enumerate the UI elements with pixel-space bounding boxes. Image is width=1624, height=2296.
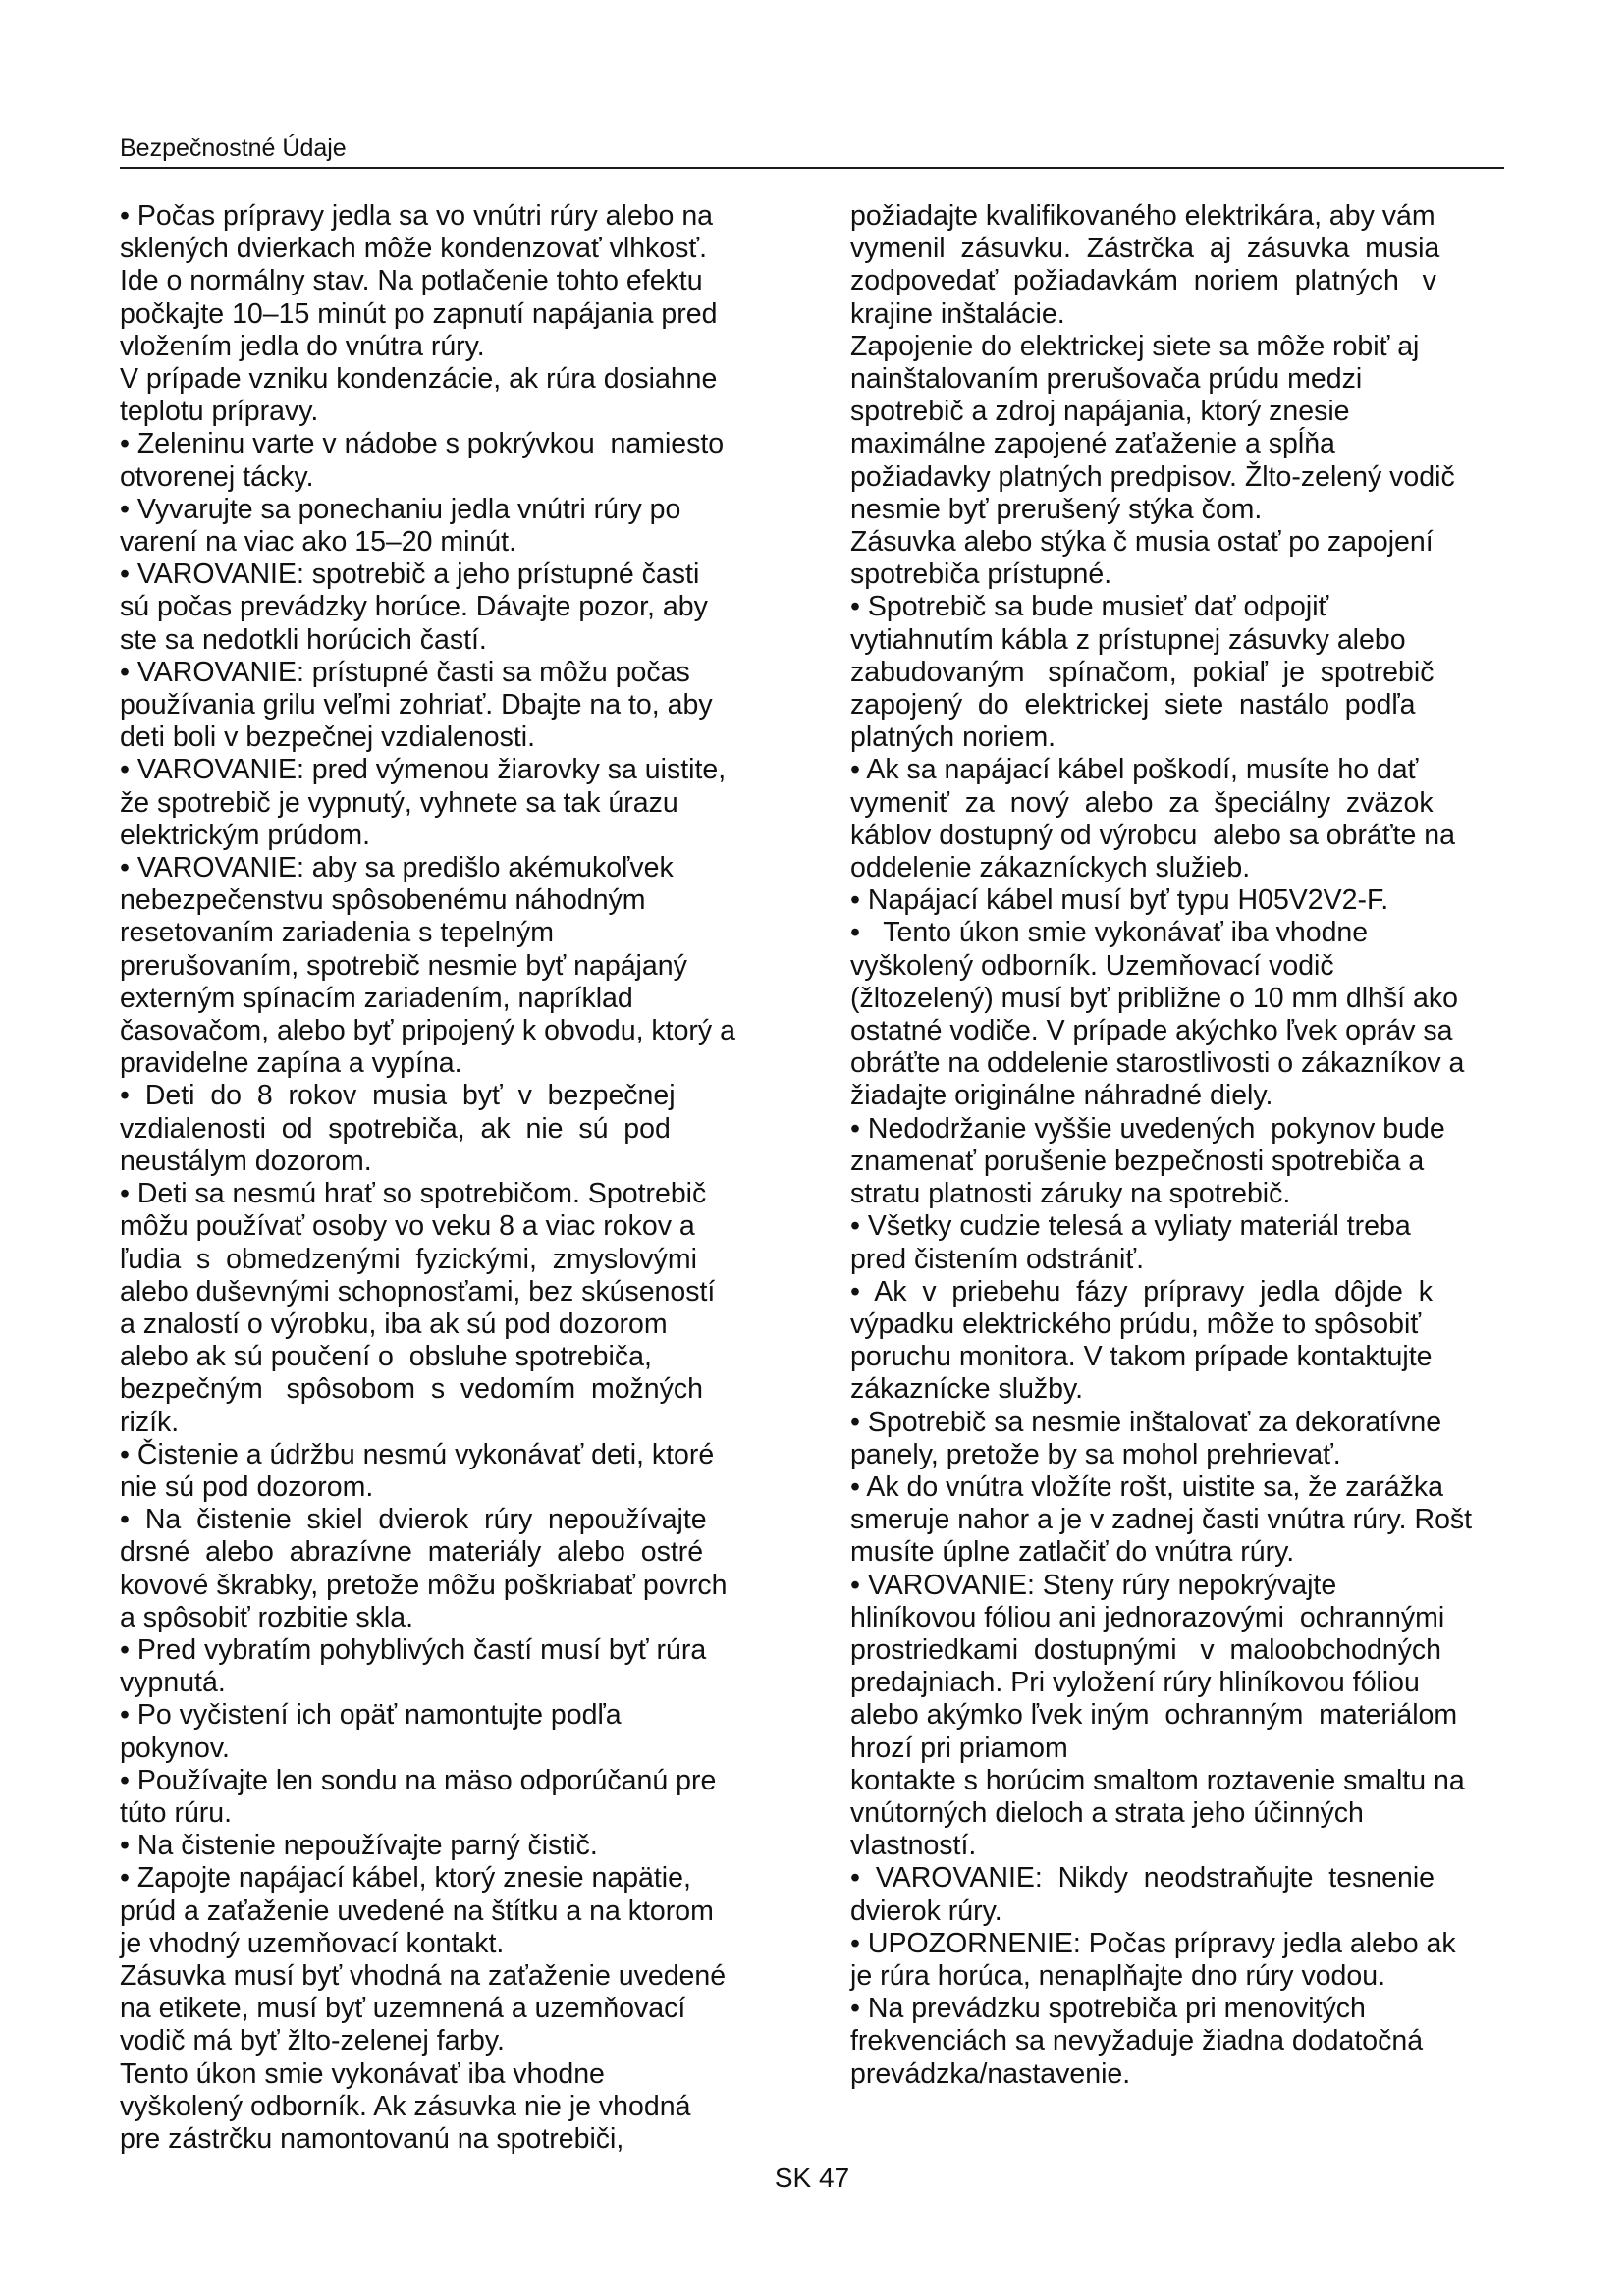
left-paragraph-11: • Čistenie a údržbu nesmú vykonávať deti, ktoré nie sú pod dozorom. [120,1438,715,1503]
right-paragraph-13: • VAROVANIE: Steny rúry nepokrývajte hliníkovou fóliou ani jednorazovými ochrannými prostriedkami dostupnými v maloobchodných predajniach. Pri vyložení rúry hliníkovou fóliou alebo akýmko ľvek iným ochranným materiálom hrozí pri priamom [850,1569,1458,1764]
right-paragraph-12: • Ak do vnútra vložíte rošt, uistite sa, že zarážka smeruje nahor a je v zadnej časti vnútra rúry. Rošt musíte úplne zatlačiť do vnútra rúry. [850,1470,1473,1569]
right-paragraph-5: • Ak sa napájací kábel poškodí, musíte ho dať vymeniť za nový alebo za špeciálny zväzok káblov dostupný od výrobcu alebo sa obráťte na oddelenie zákazníckych služieb. [850,754,1455,884]
left-paragraph-13: • Pred vybratím pohyblivých častí musí byť rúra vypnutá. [120,1633,707,1699]
right-paragraph-10: • Ak v priebehu fázy prípravy jedla dôjde k výpadku elektrického prúdu, môže to spôsobiť poruchu monitora. V takom prípade kontaktujte zákaznícke služby. [850,1275,1433,1406]
left-paragraph-14: • Po vyčistení ich opäť namontujte podľa pokynov. [120,1699,622,1764]
left-column [120,200,807,2156]
right-paragraph-15: • VAROVANIE: Nikdy neodstraňujte tesnenie dvierok rúry. [850,1862,1435,1927]
left-paragraph-6: • VAROVANIE: prístupné časti sa môžu počas používania grilu veľmi zohriať. Dbajte na to, aby deti boli v bezpečnej vzdialenosti. [120,656,713,754]
left-paragraph-9: • Deti do 8 rokov musia byť v bezpečnej vzdialenosti od spotrebiča, ak nie sú pod neustálym dozorom. [120,1080,676,1177]
right-paragraph-8: • Nedodržanie vyššie uvedených pokynov bude znamenať porušenie bezpečnosti spotrebiča a stratu platnosti záruky na spotrebič. [850,1112,1445,1210]
right-paragraph-3: Zásuvka alebo stýka č musia ostať po zapojení spotrebiča prístupné. [850,526,1434,591]
left-paragraph-4: • Vyvarujte sa ponechaniu jedla vnútri rúry po varení na viac ako 15–20 minút. [120,493,681,559]
left-paragraph-19: Tento úkon smie vykonávať iba vhodne vyškolený odborník. Ak zásuvka nie je vhodná pre zástrčku namontovanú na spotrebiči, [120,2057,691,2155]
right-column [850,200,1538,2091]
left-paragraph-18: Zásuvka musí byť vhodná na zaťaženie uvedené na etikete, musí byť uzemnená a uzemňovací vodič má byť žlto-zelenej farby. [120,1959,727,2057]
right-paragraph-17: • Na prevádzku spotrebiča pri menovitých frekvenciách sa nevyžaduje žiadna dodatočná prevádzka/nastavenie. [850,1993,1424,2090]
right-paragraph-11: • Spotrebič sa nesmie inštalovať za dekoratívne panely, pretože by sa mohol prehrievať. [850,1406,1442,1470]
right-paragraph-9: • Všetky cudzie telesá a vyliaty materiál treba pred čistením odstrániť. [850,1210,1411,1275]
left-paragraph-16: • Na čistenie nepoužívajte parný čistič. [120,1830,598,1862]
left-paragraph-15: • Používajte len sondu na mäso odporúčanú pre túto rúru. [120,1764,717,1829]
left-paragraph-5: • VAROVANIE: spotrebič a jeho prístupné časti sú počas prevádzky horúce. Dávajte pozor, aby ste sa nedotkli horúcich častí. [120,559,708,656]
right-paragraph-4: • Spotrebič sa bude musieť dať odpojiť vytiahnutím kábla z prístupnej zásuvky alebo zabudovaným spínačom, pokiaľ je spotrebič zapojený do elektrickej siete nastálo podľa platných noriem. [850,591,1435,754]
right-paragraph-6: • Napájací kábel musí byť typu H05V2V2-F. [850,884,1389,917]
left-paragraph-3: • Zeleninu varte v nádobe s pokrývkou namiesto otvorenej tácky. [120,428,725,493]
header-title: Bezpečnostné Údaje [120,134,347,162]
left-paragraph-7: • VAROVANIE: pred výmenou žiarovky sa uistite, že spotrebič je vypnutý, vyhnete sa tak úrazu elektrickým prúdom. [120,754,727,851]
left-paragraph-1: • Počas prípravy jedla sa vo vnútri rúry alebo na sklených dvierkach môže kondenzovať vlhkosť. Ide o normálny stav. Na potlačenie tohto efektu počkajte 10–15 minút po zapnutí napájania pred vložením jedla do vnútra rúry. [120,200,718,362]
page-number: SK 47 [774,2163,850,2193]
page-header [120,133,1504,169]
right-paragraph-14: kontakte s horúcim smaltom roztavenie smaltu na vnútorných dieloch a strata jeho účinných vlastností. [850,1764,1465,1862]
left-paragraph-17: • Zapojte napájací kábel, ktorý znesie napätie, prúd a zaťaženie uvedené na štítku a na ktorom je vhodný uzemňovací kontakt. [120,1862,714,1959]
right-paragraph-16: • UPOZORNENIE: Počas prípravy jedla alebo ak je rúra horúca, nenaplňajte dno rúry vodou. [850,1927,1456,1992]
right-paragraph-2: Zapojenie do elektrickej siete sa môže robiť aj nainštalovaním prerušovača prúdu medzi spotrebič a zdroj napájania, ktorý znesie maximálne zapojené zaťaženie a spĺňa požiadavky platných predpisov. Žlto-zelený vodič nesmie byť prerušený stýka čom. [850,330,1455,525]
left-paragraph-2: V prípade vzniku kondenzácie, ak rúra dosiahne teplotu prípravy. [120,363,718,428]
left-paragraph-10: • Deti sa nesmú hrať so spotrebičom. Spotrebič môžu používať osoby vo veku 8 a viac rokov a ľudia s obmedzenými fyzickými, zmyslovými alebo duševnými schopnosťami, bez skúseností a znalostí o výrobku, iba ak sú pod dozorom alebo ak sú poučení o obsluhe spotrebiča, bezpečným spôsobom s vedomím možných rizík. [120,1178,716,1438]
right-paragraph-7: • Tento úkon smie vykonávať iba vhodne vyškolený odborník. Uzemňovací vodič (žltozelený) musí byť približne o 10 mm dlhší ako ostatné vodiče. V prípade akýchko ľvek opráv sa obráťte na oddelenie starostlivosti o zákazníkov a žiadajte originálne náhradné diely. [850,917,1465,1112]
left-paragraph-8: • VAROVANIE: aby sa predišlo akémukoľvek nebezpečenstvu spôsobenému náhodným resetovaním zariadenia s tepelným prerušovaním, spotrebič nesmie byť napájaný externým spínacím zariadením, napríklad časovačom, alebo byť pripojený k obvodu, ktorý a pravidelne zapína a vypína. [120,852,735,1080]
left-paragraph-12: • Na čistenie skiel dvierok rúry nepoužívajte drsné alebo abrazívne materiály alebo ostré kovové škrabky, pretože môžu poškriabať povrch a spôsobiť rozbitie skla. [120,1504,728,1633]
right-paragraph-1: požiadajte kvalifikovaného elektrikára, aby vám vymenil zásuvku. Zástrčka aj zásuvka musia zodpovedať požiadavkám noriem platných v krajine inštalácie. [850,200,1440,330]
